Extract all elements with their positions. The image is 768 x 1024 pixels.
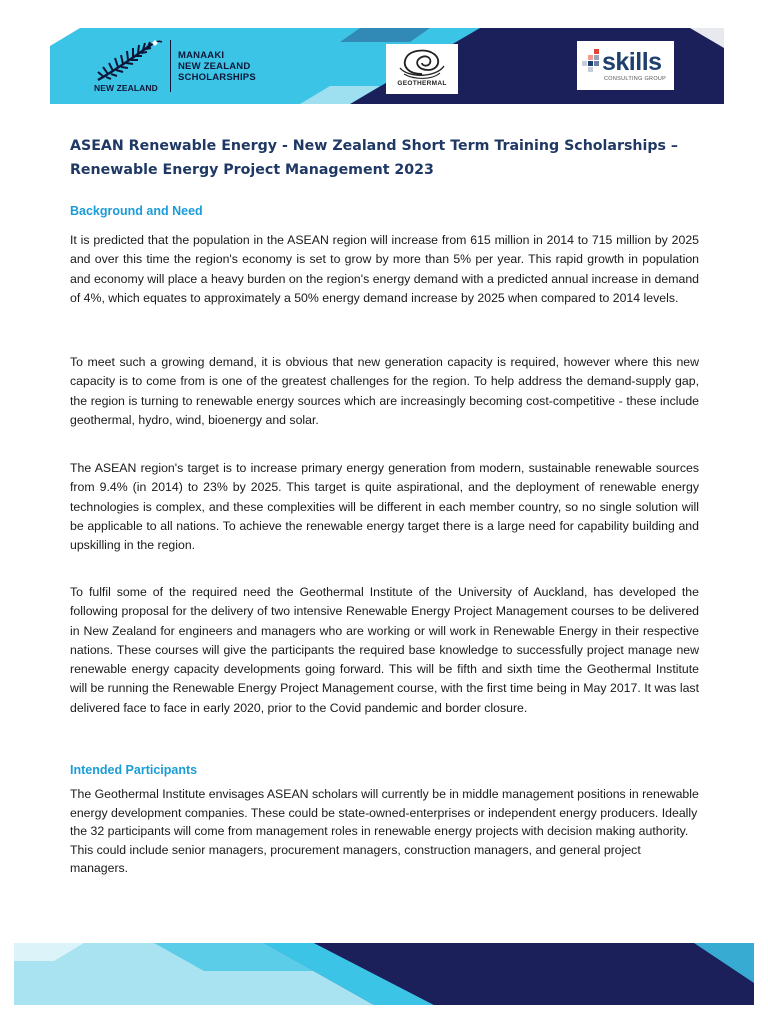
section-heading-participants: Intended Participants	[70, 763, 198, 777]
nz-logo-text: NEW ZEALAND	[94, 83, 158, 93]
section-heading-background: Background and Need	[70, 204, 203, 218]
skills-subtitle: CONSULTING GROUP	[604, 76, 667, 82]
scholarship-line: SCHOLARSHIPS	[178, 71, 256, 83]
new-zealand-logo	[94, 38, 166, 96]
fern-icon	[94, 38, 166, 82]
paragraph-background-1: It is predicted that the population in the ASEAN region will increase from 615 million in 2014 to 715 million by 2025 and over this time the region's economy is set to grow by more than 5% per year. This rapid growth in population and economy will place a heavy burden on the region's energy demand with a predicted annual increase in demand of 4%, which equates to approximately a 50% energy demand increase by 2025 when compared to 2014 levels.	[70, 233, 699, 305]
skills-wordmark: skills	[602, 48, 662, 76]
geothermal-label: GEOTHERMAL	[397, 80, 447, 87]
skills-consulting-logo	[577, 41, 674, 90]
manaaki-scholarships-logo	[170, 40, 256, 92]
scholarship-line: MANAAKI	[178, 49, 225, 61]
paragraph-background-2: To meet such a growing demand, it is obvious that new generation capacity is required, however where this new capacity is to come from is one of the greatest challenges for the region. To help address the demand-supply gap, the region is turning to renewable energy sources which are increasingly becoming cost-competitive - these include geothermal, hydro, wind, bioenergy and solar.	[70, 355, 699, 427]
footer-banner	[14, 943, 754, 1005]
geothermal-swirl-icon	[386, 44, 458, 82]
geothermal-institute-logo	[386, 44, 458, 94]
paragraph-background-3: The ASEAN region's target is to increase primary energy generation from modern, sustainable renewable sources from 9.4% (in 2014) to 23% by 2025. This target is quite aspirational, and the deployment of renewable energy technologies is complex, and these complexities will be different in each member country, so no single solution will be applicable to all nations. To achieve the renewable energy target there is a large need for capability building and upskilling in the region.	[70, 461, 699, 553]
paragraph-participants: The Geothermal Institute envisages ASEAN scholars will currently be in middle management positions in renewable energy development companies. These could be state-owned-enterprises or independent energy producers. Ideally the 32 participants will come from management roles in renewable energy projects with decision making authority. This could include senior managers, procurement managers, construction managers, and general project managers.	[70, 787, 699, 875]
document-title: ASEAN Renewable Energy - New Zealand Short Term Training Scholarships – Renewable Energy Project Management 2023	[70, 138, 679, 178]
footer-background	[14, 943, 754, 1005]
paragraph-background-4: To fulfil some of the required need the Geothermal Institute of the University of Auckland, has developed the following proposal for the delivery of two intensive Renewable Energy Project Management courses to be delivered in New Zealand for engineers and managers who are working or will work in Renewable Energy in their respective nations. These courses will give the participants the required base knowledge to successfully project manage new renewable energy capacity developments going forward. This will be fifth and sixth time the Geothermal Institute will be running the Renewable Energy Project Management course, with the first time being in May 2017. It was last delivered face to face in early 2020, prior to the Covid pandemic and border closure.	[70, 585, 699, 715]
scholarship-line: NEW ZEALAND	[178, 60, 251, 72]
header-banner	[50, 28, 724, 104]
